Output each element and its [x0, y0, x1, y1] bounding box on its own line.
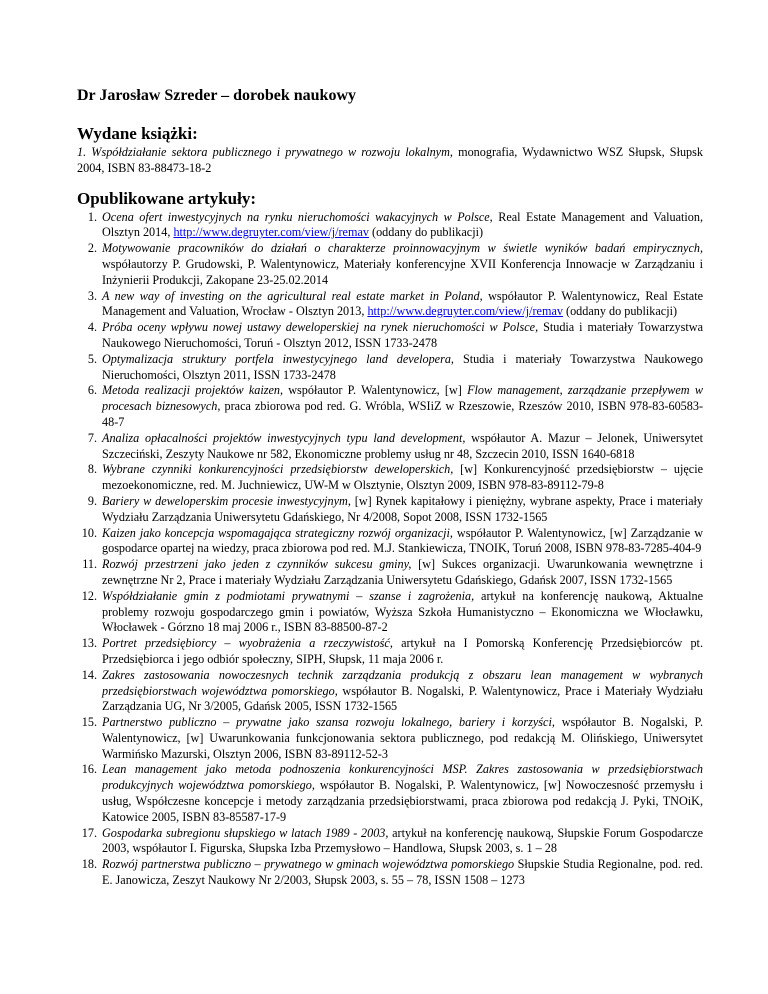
- article-details: [w] Konkurencyjność przedsiębiorstw – ujęcie mezoekonomiczne, red. M. Juchniewicz, UW-M w Olsztynie, Olsztyn 2009, ISBN 978-83-89112-79-8: [102, 462, 703, 493]
- article-link[interactable]: http://www.degruyter.com/view/j/remav: [367, 304, 563, 319]
- article-number: 5.: [87, 351, 97, 366]
- article-details: współautor A. Mazur – Jelonek, Uniwersytet Szczeciński, Zeszyty Naukowe nr 582, Ekonomiczne problemy usług nr 48, Szczecin 2010, ISSN 1640-6818: [102, 430, 703, 461]
- articles-list: [77, 210, 703, 889]
- article-details: współautor B. Nogalski, P. Walentynowicz, Prace i Materiały Wydziału Zarządzania UG, Nr 3/2005, Gdańsk 2005, ISSN 1732-1565: [102, 683, 703, 714]
- book-title: 1. Współdziałanie sektora publicznego i prywatnego w rozwoju lokalnym: [77, 145, 450, 159]
- article-details: Studia i materiały Towarzystwa Naukowego Nieruchomości, Toruń - Olsztyn 2012, ISSN 1733-2478: [102, 320, 703, 350]
- book-details: , monografia, Wydawnictwo WSZ Słupsk, Słupsk 2004, ISBN 83-88473-18-2: [77, 145, 703, 175]
- article-number: 15.: [81, 715, 97, 730]
- document-content: [77, 86, 703, 889]
- article-details: współautor B. Nogalski, P. Walentynowicz, [w] Uwarunkowania funkcjonowania sektora publicznego, pod redakcją M. Olińskiego, Uniwersytet Warmińsko Mazurski, Olsztyn 2006, ISBN 83-89112-52-3: [102, 715, 703, 761]
- article-number: 4.: [87, 320, 97, 335]
- article-item: [77, 668, 703, 715]
- article-title: Rozwój przestrzeni jako jeden z czynników sukcesu gminy,: [102, 557, 412, 572]
- article-details: współautor P. Walentynowicz, [w] Zarządzanie w gospodarce opartej na wiedzy, praca zbiorowa pod red. M.J. Stankiewicza, TNOIK, Toruń 2008, ISBN 978-83-7285-404-9: [102, 525, 703, 556]
- article-item: [77, 589, 703, 636]
- article-details: Słupskie Studia Regionalne, pod. red. E. Janowicza, Zeszyt Naukowy Nr 2/2003, Słupsk 2003, s. 55 – 78, ISSN 1508 – 1273: [102, 857, 703, 888]
- article-title: Gospodarka subregionu słupskiego w latach 1989 - 2003,: [102, 825, 389, 840]
- article-item: [77, 557, 703, 589]
- article-details: współautor P. Walentynowicz, [w]: [283, 383, 468, 398]
- article-title: Wybrane czynniki konkurencyjności przedsiębiorstw deweloperskich,: [102, 462, 454, 477]
- article-title: Ocena ofert inwestycyjnych na rynku nieruchomości wakacyjnych w Polsce,: [102, 209, 493, 224]
- article-book-title: Flow management, zarządzanie przepływem w procesach biznesowych: [102, 383, 703, 414]
- article-number: 10.: [81, 525, 97, 540]
- articles-heading: Opublikowane artykuły:: [77, 188, 257, 208]
- article-item: [77, 526, 703, 558]
- article-item: [77, 289, 703, 321]
- article-details: współautor B. Nogalski, P. Walentynowicz, [w] Nowoczesność przemysłu i usług, Współczesne koncepcje i metody zarządzania przedsiębiorstwami, praca zbiorowa pod redakcją J. Pyki, TNOiK, Katowice 2005, ISBN 83-85587-17-9: [102, 778, 703, 824]
- article-item: [77, 241, 703, 288]
- article-number: 6.: [87, 383, 97, 398]
- article-details: [w] Sukces organizacji. Uwarunkowania wewnętrzne i zewnętrzne Nr 2, Prace i materiały Wydziału Zarządzania Uniwersytetu Gdańskiego, Gdańsk 2007, ISSN 1732-1565: [102, 557, 703, 587]
- book-item: [77, 145, 703, 177]
- article-number: 13.: [81, 636, 97, 651]
- article-details: [w] Rynek kapitałowy i pieniężny, wybrane aspekty, Prace i materiały Wydziału Zarządzania Uniwersytetu Gdańskiego, Nr 4/2008, Sopot 2008, ISSN 1732-1565: [102, 493, 703, 524]
- article-details: artykuł na I Pomorską Konferencję Przedsiębiorców pt. Przedsiębiorca i jego odbiór społeczny, SIPH, Słupsk, 11 maja 2006 r.: [102, 636, 703, 666]
- article-link[interactable]: http://www.degruyter.com/view/j/remav: [173, 225, 369, 240]
- article-details: artykuł na konferencję naukową, Słupskie Forum Gospodarcze 2003, współautor I. Figurska, Słupska Izba Przemysłowo – Handlowa, Słupsk 2003, s. 1 – 28: [102, 825, 703, 856]
- article-number: 1.: [87, 209, 97, 224]
- article-number: 18.: [81, 857, 97, 872]
- article-details-cont: , praca zbiorowa pod red. G. Wróbla, WSIiZ w Rzeszowie, Rzeszów 2010, ISBN 978-83-60583-48-7: [102, 399, 704, 429]
- books-list: [77, 145, 703, 177]
- article-number: 2.: [87, 241, 97, 256]
- article-title: Lean management jako metoda podnoszenia konkurencyjności MSP. Zakres zastosowania w przedsiębiorstwach produkcyjnych województwa pomorskiego,: [102, 762, 703, 793]
- article-item: [77, 431, 703, 463]
- article-title: Bariery w deweloperskim procesie inwestycyjnym,: [102, 493, 351, 508]
- article-title: Portret przedsiębiorcy – wyobrażenia a rzeczywistość,: [102, 636, 393, 651]
- article-number: 7.: [87, 430, 97, 445]
- article-item: [77, 210, 703, 242]
- article-item: [77, 352, 703, 384]
- article-number: 8.: [87, 462, 97, 477]
- article-item: [77, 636, 703, 668]
- article-title: Próba oceny wpływu nowej ustawy deweloperskiej na rynek nieruchomości w Polsce,: [102, 320, 539, 335]
- article-number: 16.: [81, 762, 97, 777]
- article-note: (oddany do publikacji): [368, 225, 484, 240]
- books-heading: Wydane książki:: [77, 124, 198, 143]
- article-title: Partnerstwo publiczno – prywatne jako szansa rozwoju lokalnego, bariery i korzyści,: [102, 715, 555, 730]
- article-details: współautorzy P. Grudowski, P. Walentynowicz, Materiały konferencyjne XVII Konferencja Innowacje w Zarządzaniu i Inżynierii Produkcji, Zakopane 23-25.02.2014: [102, 256, 703, 287]
- article-item: [77, 762, 703, 825]
- article-number: 14.: [81, 667, 97, 682]
- article-item: [77, 320, 703, 352]
- article-details: współautor P. Walentynowicz, Real Estate Management and Valuation, Wrocław - Olsztyn 2013,: [102, 288, 703, 319]
- article-title: Kaizen jako koncepcja wspomagająca strategiczny rozwój organizacji,: [102, 525, 453, 540]
- article-item: [77, 494, 703, 526]
- article-title: Zakres zastosowania nowoczesnych technik zarządzania produkcją z obszaru lean management w wybranych przedsiębiorstwach województwa pomorskiego,: [102, 667, 703, 698]
- article-item: [77, 383, 703, 430]
- article-details: Real Estate Management and Valuation, Olsztyn 2014,: [102, 209, 703, 240]
- article-item: [77, 462, 703, 494]
- article-item: [77, 857, 703, 889]
- article-title: Rozwój partnerstwa publiczno – prywatnego w gminach województwa pomorskiego: [102, 857, 515, 872]
- article-title: A new way of investing on the agricultural real estate market in Poland,: [102, 288, 483, 303]
- article-number: 11.: [82, 557, 97, 572]
- article-number: 3.: [87, 288, 97, 303]
- article-note: (oddany do publikacji): [562, 304, 678, 319]
- article-title: Optymalizacja struktury portfela inwestycyjnego land developera,: [102, 351, 454, 366]
- article-number: 17.: [81, 825, 97, 840]
- article-title: Współdziałanie gmin z podmiotami prywatnymi – szanse i zagrożenia,: [102, 588, 475, 603]
- article-details: Studia i materiały Towarzystwa Naukowego Nieruchomości, Olsztyn 2011, ISSN 1733-2478: [102, 351, 703, 382]
- article-item: [77, 715, 703, 762]
- article-number: 9.: [87, 493, 97, 508]
- article-title: Metoda realizacji projektów kaizen,: [102, 383, 283, 398]
- article-title: Analiza opłacalności projektów inwestycyjnych typu land development,: [102, 430, 466, 445]
- article-title: Motywowanie pracowników do działań o charakterze proinnowacyjnym w świetle wyników badań empirycznych,: [102, 241, 703, 256]
- article-number: 12.: [81, 588, 97, 603]
- article-details: artykuł na konferencję naukową, Aktualne problemy rozwoju gospodarczego gmin i powiatów, Wyższa Szkoła Humanistyczno – Ekonomiczna we Włocławku, Włocławek - Górzno 18 maj 2006 r., ISBN 83-88500-87-2: [102, 588, 703, 635]
- article-item: [77, 826, 703, 858]
- document-title: Dr Jarosław Szreder – dorobek naukowy: [77, 87, 356, 104]
